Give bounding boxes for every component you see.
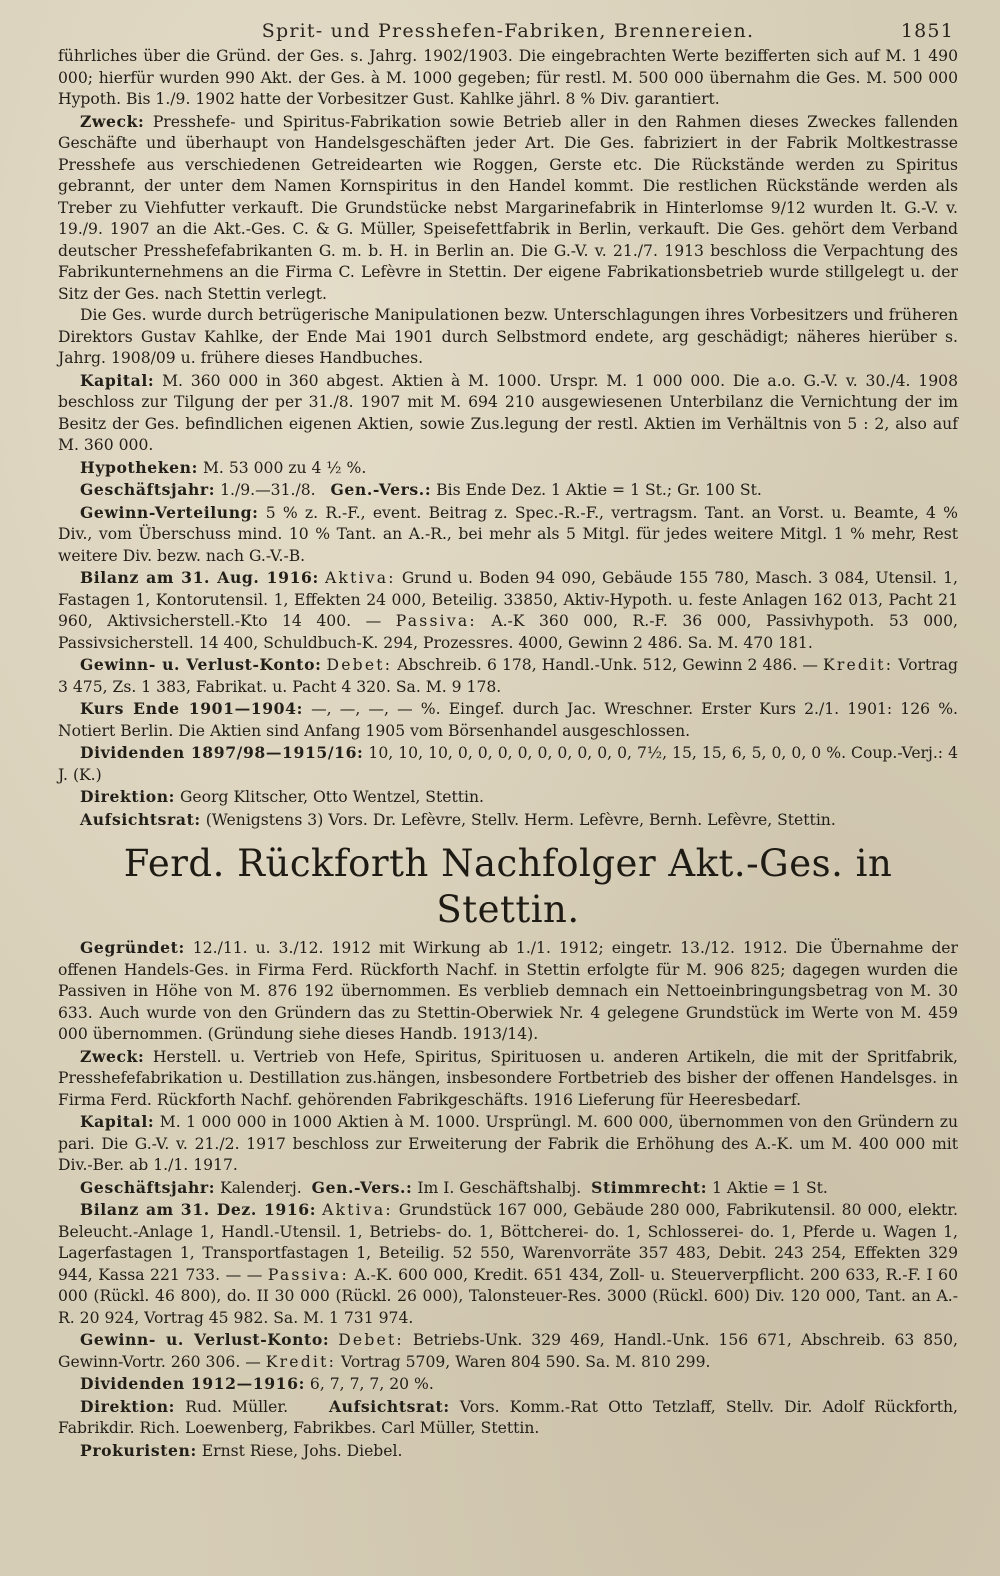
section-rueckforth-company — [58, 937, 958, 1462]
geschaeftsjahr-text-2: Kalenderj. — [215, 1178, 302, 1197]
passiva-text-2: A.-K. 600 000, Kredit. 651 434, Zoll- u. Steuerverpflicht. 200 633, R.-F. I 60 000 (Rückl. 46 800), do. II 30 000 (Rückl. 26 000), Talonsteuer-Res. 3000 (Rückl. 600) Div. 120 000, Tant. an A.-R. 20 924, Vortrag 45 982. Sa. M. 1 731 974. — [58, 1265, 958, 1327]
kapital-text: M. 360 000 in 360 abgest. Aktien à M. 1000. Urspr. M. 1 000 000. Die a.o. G.-V. v. 30./4. 1908 beschloss zur Tilgung der per 31./8. 1907 mit M. 694 210 ausgewiesenen Unterbilanz die Vernichtung der im Besitz der Ges. befindlichen eigenen Aktien, sowie Zus.legung der restl. Aktien im Verhältnis von 5 : 2, also auf M. 360 000. — [58, 371, 958, 454]
paragraph-gegruendet — [58, 937, 958, 1046]
kredit-label-2: Kredit: — [265, 1352, 337, 1371]
aufsichtsrat-label-2: Aufsichtsrat: — [328, 1396, 450, 1416]
genvers-label-2: Gen.-Vers.: — [311, 1177, 413, 1197]
paragraph-founding-details — [58, 46, 958, 111]
stimmrecht-label: Stimmrecht: — [591, 1177, 708, 1197]
aktiva-label-2: Aktiva: — [322, 1201, 393, 1219]
hypotheken-label: Hypotheken: — [80, 457, 198, 477]
zweck-label-2: Zweck: — [80, 1046, 145, 1066]
gegruendet-text: 12./11. u. 3./12. 1912 mit Wirkung ab 1./1. 1912; eingetr. 13./12. 1912. Die Übernahme der offenen Handels-Ges. in Firma Ferd. Rückforth Nachf. in Stettin erfolgte für M. 906 825; dagegen wurden die Passiven in Höhe von M. 876 192 übernommen. Es verblieb demnach ein Nettoeinbringungsbetrag von M. 30 633. Auch wurde von den Gründern das zu Stettin-Oberwiek Nr. 4 gelegene Grundstück im Werte von M. 459 000 übernommen. (Gründung siehe dieses Handb. 1913/14). — [58, 939, 958, 1043]
prokuristen-text: Ernst Riese, Johs. Diebel. — [196, 1441, 403, 1460]
zweck-label: Zweck: — [80, 111, 145, 131]
page-number: 1851 — [900, 20, 954, 42]
paragraph-history — [58, 305, 958, 370]
paragraph-dividenden-2 — [58, 1373, 958, 1396]
gewinnverteilung-label: Gewinn-Verteilung: — [80, 502, 259, 522]
stimmrecht-text: 1 Aktie = 1 St. — [707, 1178, 828, 1197]
prokuristen-label: Prokuristen: — [80, 1440, 197, 1460]
founding-details-text: führliches über die Gründ. der Ges. s. Jahrg. 1902/1903. Die eingebrachten Werte bezifferten sich auf M. 1 490 000; hierfür wurden 990 Akt. der Ges. à M. 1000 gegeben; für restl. M. 500 000 übernahm die Ges. M. 500 000 Hypoth. Bis 1./9. 1902 hatte der Vorbesitzer Gust. Kahlke jährl. 8 % Div. garantiert. — [58, 47, 958, 108]
dividenden-label: Dividenden 1897/98—1915/16: — [80, 743, 364, 762]
debet-text: Abschreib. 6 178, Handl.-Unk. 512, Gewinn 2 486. — — [392, 656, 818, 674]
kapital-label: Kapital: — [80, 370, 155, 390]
paragraph-dividenden — [58, 742, 958, 786]
guv-label: Gewinn- u. Verlust-Konto: — [80, 655, 322, 674]
paragraph-kapital-2 — [58, 1111, 958, 1177]
paragraph-geschaeftsjahr-2 — [58, 1177, 958, 1200]
running-head — [58, 16, 958, 46]
paragraph-kapital — [58, 370, 958, 457]
paragraph-zweck-2 — [58, 1046, 958, 1112]
kredit-text-2: Vortrag 5709, Waren 804 590. Sa. M. 810 299. — [336, 1352, 711, 1371]
history-text: Die Ges. wurde durch betrügerische Manipulationen bezw. Unterschlagungen ihres Vorbesitzers und früheren Direktors Gustav Kahlke, der Ende Mai 1901 durch Selbstmord endete, arg geschädigt; näheres hierüber s. Jahrg. 1908/09 u. frühere dieses Handbuches. — [58, 306, 958, 367]
company-heading: Ferd. Rückforth Nachfolger Akt.-Ges. in Stettin. — [123, 842, 893, 931]
paragraph-kurs — [58, 698, 958, 742]
passiva-label-2: Passiva: — [267, 1265, 349, 1284]
geschaeftsjahr-label-2: Geschäftsjahr: — [80, 1177, 216, 1197]
direktion-text-2: Rud. Müller. — [175, 1397, 289, 1416]
aktiva-text: Grund u. Boden 94 090, Gebäude 155 780, Masch. 3 084, Utensil. 1, Fastagen 1, Kontorutensil. 1, Effekten 24 000, Beteilig. 33850, Aktiv-Hypoth. u. feste Anlagen 162 013, Pacht 21 960, Aktivsicherstell.-Kto 14 400. — — [58, 569, 958, 630]
dividenden-label-2: Dividenden 1912—1916: — [80, 1374, 305, 1393]
dividenden-text-2: 6, 7, 7, 7, 20 %. — [304, 1375, 434, 1393]
aufsichtsrat-label: Aufsichtsrat: — [80, 809, 201, 829]
paragraph-bilanz-2 — [58, 1199, 958, 1329]
aufsichtsrat-text: (Wenigstens 3) Vors. Dr. Lefèvre, Stellv. Herm. Lefèvre, Bernh. Lefèvre, Stettin. — [200, 810, 836, 829]
direktion-label-2: Direktion: — [80, 1396, 176, 1416]
paragraph-geschaeftsjahr — [58, 479, 958, 502]
aufsichtsrat-text-2: Vors. Komm.-Rat Otto Tetzlaff, Stellv. Dir. Adolf Rückforth, Fabrikdir. Rich. Loewenberg, Fabrikbes. Carl Müller, Stettin. — [58, 1397, 959, 1437]
kredit-text: Vortrag 3 475, Zs. 1 383, Fabrikat. u. Pacht 4 320. Sa. M. 9 178. — [58, 656, 958, 696]
kredit-label: Kredit: — [823, 656, 894, 674]
bilanz-label-2: Bilanz am 31. Dez. 1916: — [80, 1200, 317, 1219]
kapital-text-2: M. 1 000 000 in 1000 Aktien à M. 1000. Ursprüngl. M. 600 000, übernommen von den Gründern zu pari. Die G.-V. v. 21./2. 1917 beschloss zur Erweiterung der Fabrik die Erhöhung des A.-K. um M. 400 000 mit Div.-Ber. ab 1./1. 1917. — [58, 1113, 958, 1174]
zweck-text: Presshefe- und Spiritus-Fabrikation sowie Betrieb aller in den Rahmen dieses Zweckes fallenden Geschäfte und überhaupt von Handelsgeschäften jeder Art. Die Ges. fabriziert in der Fabrik Moltkestrasse Presshefe aus verschiedenen Getreidearten wie Roggen, Gerste etc. Die Rückstände werden zu Spiritus gebrannt, der unter dem Namen Kornspiritus in den Handel kommt. Die restlichen Rückstände werden als Treber zu Viehfutter verkauft. Die Grundstücke nebst Margarinefabrik in Hinterlomse 9/12 wurden lt. G.-V. v. 19./9. 1907 an die Akt.-Ges. C. & G. Müller, Speisefettfabrik in Berlin, verkauft. Die Ges. gehört dem Verband deutscher Presshefefabrikanten G. m. b. H. in Berlin an. Die G.-V. v. 21./7. 1913 beschloss die Verpachtung des Fabrikunternehmens an die Firma C. Lefèvre in Stettin. Der eigene Fabrikationsbetrieb wurde stillgelegt u. der Sitz der Ges. nach Stettin verlegt. — [58, 112, 958, 303]
kapital-label-2: Kapital: — [80, 1112, 155, 1131]
paragraph-aufsichtsrat — [58, 809, 958, 832]
gewinnverteilung-text: 5 % z. R.-F., event. Beitrag z. Spec.-R.-F., vertragsm. Tant. an Vorst. u. Beamte, 4 % Div., vom Überschuss mind. 10 % Tant. an A.-R., bei mehr als 5 Mitgl. für jedes weitere Mitgl. 1 % mehr, Rest weitere Div. bezw. nach G.-V.-B. — [58, 503, 958, 565]
genvers-text-2: Im I. Geschäftshalbj. — [412, 1178, 582, 1197]
kurs-text: —, —, —, — %. Eingef. durch Jac. Wreschner. Erster Kurs 2./1. 1901: 126 %. Notiert Berlin. Die Aktien sind Anfang 1905 vom Börsenhandel ausgeschlossen. — [58, 700, 958, 740]
geschaeftsjahr-label: Geschäftsjahr: — [80, 480, 216, 499]
paragraph-zweck — [58, 111, 958, 306]
kurs-label: Kurs Ende 1901—1904: — [80, 699, 303, 718]
passiva-text: A.-K 360 000, R.-F. 36 000, Passivhypoth. 53 000, Passivsicherstell. 14 400, Schuldbuch-K. 294, Prozessres. 4000, Gewinn 2 486. Sa. M. 470 181. — [58, 612, 958, 652]
genvers-text: Bis Ende Dez. 1 Aktie = 1 St.; Gr. 100 St. — [431, 481, 762, 499]
dividenden-text: 10, 10, 10, 0, 0, 0, 0, 0, 0, 0, 0, 0, 7½, 15, 15, 6, 5, 0, 0, 0 %. Coup.-Verj.: 4 J. (K.) — [58, 744, 958, 784]
direktion-label: Direktion: — [80, 787, 176, 806]
gegruendet-label: Gegründet: — [80, 938, 185, 957]
aktiva-label: Aktiva: — [324, 569, 396, 587]
paragraph-prokuristen — [58, 1440, 958, 1463]
direktion-text: Georg Klitscher, Otto Wentzel, Stettin. — [175, 788, 484, 806]
hypotheken-text: M. 53 000 zu 4 ½ %. — [197, 458, 367, 477]
zweck-text-2: Herstell. u. Vertrieb von Hefe, Spiritus, Spirituosen u. anderen Artikeln, die mit der Spritfabrik, Presshefefabrikation u. Destillation zus.hängen, insbesondere Fortbetrieb des bisher der offenen Handelsges. in Firma Ferd. Rückforth Nachf. gehörenden Fabrikgeschäfts. 1916 Lieferung für Heeresbedarf. — [58, 1047, 958, 1109]
debet-text-2: Betriebs-Unk. 329 469, Handl.-Unk. 156 671, Abschreib. 63 850, Gewinn-Vortr. 260 306. — — [58, 1331, 958, 1371]
guv-label-2: Gewinn- u. Verlust-Konto: — [80, 1330, 330, 1349]
paragraph-direktion-aufsichtsrat-2 — [58, 1396, 958, 1440]
paragraph-gewinnverteilung — [58, 502, 958, 568]
aktiva-text-2: Grundstück 167 000, Gebäude 280 000, Fabrikutensil. 80 000, elektr. Beleucht.-Anlage 1, Handl.-Utensil. 1, Betriebs- do. 1, Böttcherei- do. 1, Schlosserei- do. 1, Pferde u. Wagen 1, Lagerfastagen 1, Transportfastagen 1, Beteilig. 52 550, Warenvorräte 357 483, Debit. 243 254, Effekten 329 944, Kassa 221 733. — — — [58, 1201, 958, 1284]
paragraph-bilanz — [58, 567, 958, 654]
debet-label: Debet: — [326, 656, 393, 674]
running-head-title: Sprit- und Presshefen-Fabriken, Brennereien. — [261, 20, 755, 42]
paragraph-guv-2 — [58, 1329, 958, 1373]
geschaeftsjahr-text: 1./9.—31./8. — [215, 481, 316, 499]
paragraph-direktion — [58, 786, 958, 809]
paragraph-guv — [58, 654, 958, 698]
passiva-label: Passiva: — [395, 612, 477, 630]
debet-label-2: Debet: — [338, 1331, 404, 1349]
paragraph-hypotheken — [58, 457, 958, 480]
genvers-label: Gen.-Vers.: — [330, 480, 432, 499]
section-presshefe-company — [58, 46, 958, 831]
bilanz-label: Bilanz am 31. Aug. 1916: — [80, 568, 319, 587]
